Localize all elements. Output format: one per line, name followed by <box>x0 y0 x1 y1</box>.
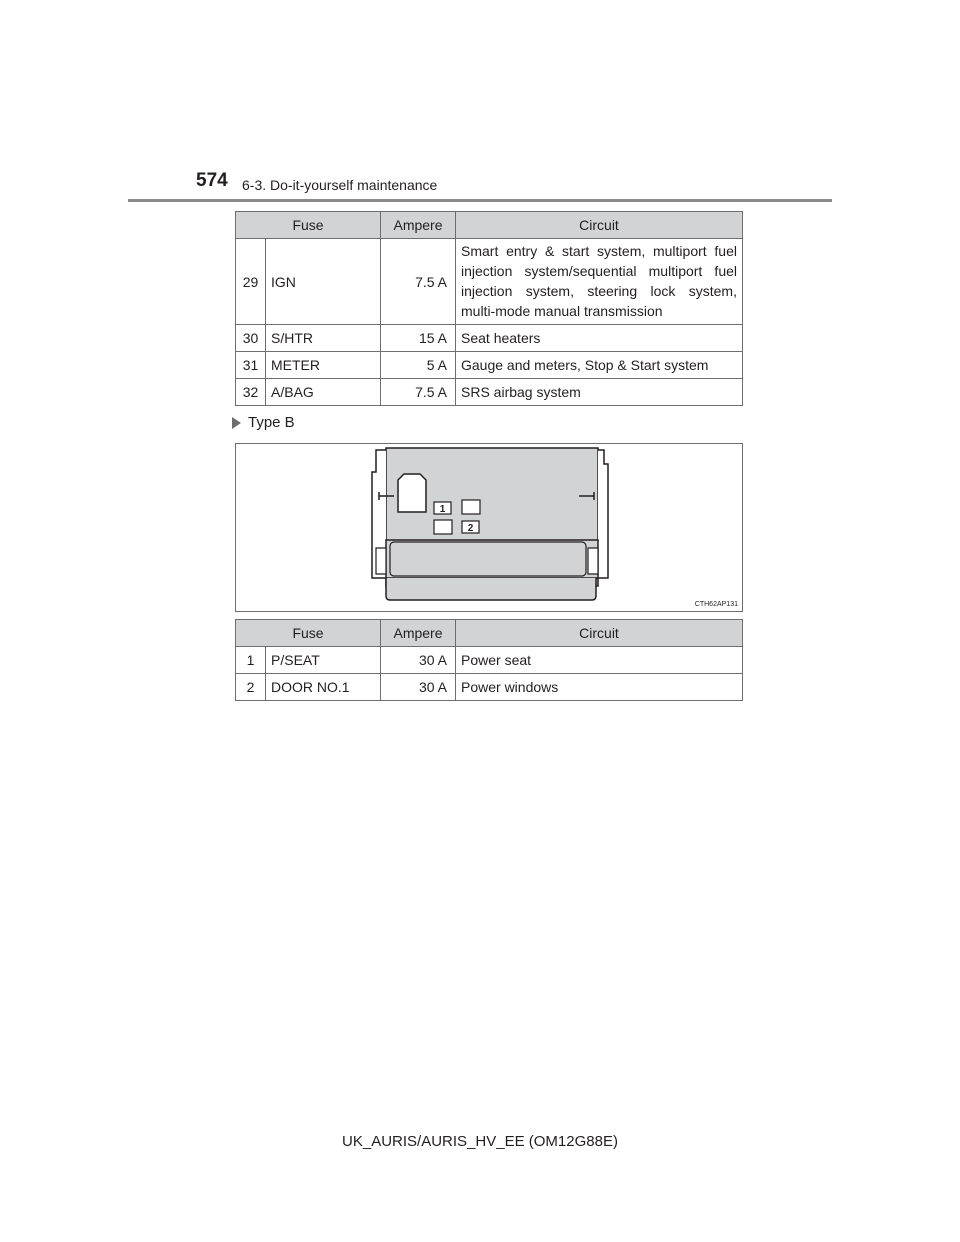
fuse-name: S/HTR <box>266 325 381 352</box>
fuse-circuit: Power seat <box>456 647 743 674</box>
fuse-box-illustration <box>236 444 742 611</box>
table-row <box>236 647 743 674</box>
header-ampere: Ampere <box>381 620 456 647</box>
fuse-number: 29 <box>236 239 266 325</box>
fuse-name: A/BAG <box>266 379 381 406</box>
fuse-circuit: Smart entry & start system, multiport fuel injection system/sequential multiport fuel injection system, steering lock system, multi-mode manual transmission <box>456 239 743 325</box>
fuse-number: 1 <box>236 647 266 674</box>
header-circuit: Circuit <box>456 212 743 239</box>
fuse-ampere: 30 A <box>381 647 456 674</box>
fuse-ampere: 30 A <box>381 674 456 701</box>
header-fuse: Fuse <box>236 212 381 239</box>
table-row <box>236 379 743 406</box>
header-circuit: Circuit <box>456 620 743 647</box>
footer-model-code: UK_AURIS/AURIS_HV_EE (OM12G88E) <box>342 1133 618 1150</box>
callout-1: 1 <box>439 504 446 515</box>
fuse-circuit: SRS airbag system <box>456 379 743 406</box>
header-rule <box>128 199 832 202</box>
table-header-row <box>236 212 743 239</box>
table-row <box>236 674 743 701</box>
fuse-table-a <box>235 211 743 406</box>
fuse-number: 2 <box>236 674 266 701</box>
figure-code: CTH62AP131 <box>694 601 738 608</box>
fuse-table-b <box>235 619 743 701</box>
fuse-ampere: 7.5 A <box>381 239 456 325</box>
fuse-name: P/SEAT <box>266 647 381 674</box>
page-number: 574 <box>196 170 228 191</box>
fuse-name: METER <box>266 352 381 379</box>
fuse-name: DOOR NO.1 <box>266 674 381 701</box>
fuse-number: 30 <box>236 325 266 352</box>
fuse-circuit: Gauge and meters, Stop & Start system <box>456 352 743 379</box>
fuse-number: 32 <box>236 379 266 406</box>
fuse-box-diagram <box>235 443 743 612</box>
callout-2: 2 <box>467 523 474 534</box>
type-b-heading <box>232 414 295 431</box>
table-row <box>236 239 743 325</box>
table-row <box>236 352 743 379</box>
fuse-number: 31 <box>236 352 266 379</box>
type-b-label: Type B <box>248 414 295 431</box>
header-ampere: Ampere <box>381 212 456 239</box>
fuse-ampere: 5 A <box>381 352 456 379</box>
triangle-bullet-icon <box>232 417 241 429</box>
table-row <box>236 325 743 352</box>
fuse-name: IGN <box>266 239 381 325</box>
header-fuse: Fuse <box>236 620 381 647</box>
fuse-ampere: 7.5 A <box>381 379 456 406</box>
fuse-ampere: 15 A <box>381 325 456 352</box>
fuse-circuit: Seat heaters <box>456 325 743 352</box>
table-header-row <box>236 620 743 647</box>
fuse-circuit: Power windows <box>456 674 743 701</box>
section-title: 6-3. Do-it-yourself maintenance <box>242 177 438 193</box>
